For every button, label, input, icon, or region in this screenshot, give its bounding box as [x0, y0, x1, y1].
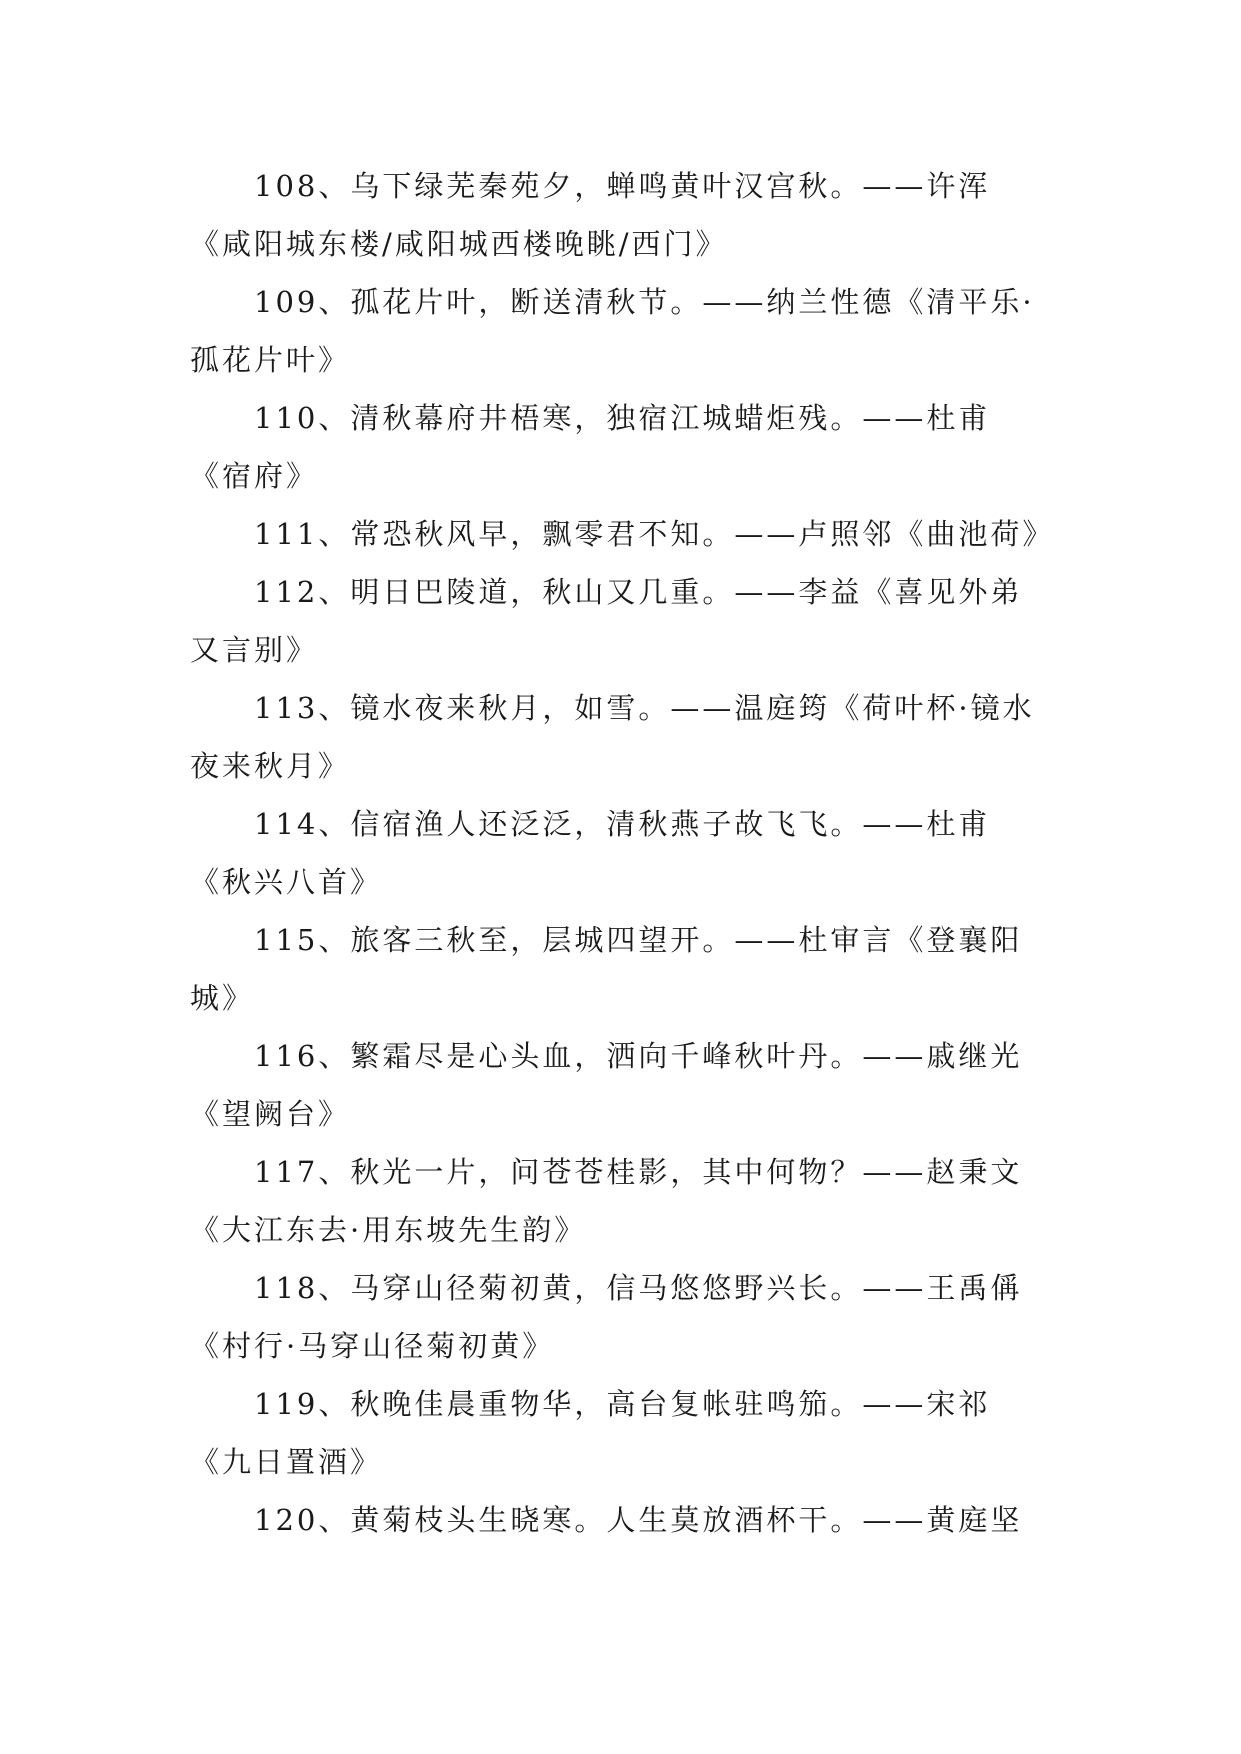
poem-entry-120: 120、黄菊枝头生晓寒。人生莫放酒杯干。——黄庭坚	[254, 1503, 1023, 1537]
poem-entry-108: 108、乌下绿芜秦苑夕，蝉鸣黄叶汉宫秋。——许浑《咸阳城东楼/咸阳城西楼晚眺/西门》	[190, 169, 991, 261]
poem-entry-110: 110、清秋幕府井梧寒，独宿江城蜡炬残。——杜甫《宿府》	[190, 401, 991, 493]
poem-entry-118: 118、马穿山径菊初黄，信马悠悠野兴长。——王禹偁《村行·马穿山径菊初黄》	[190, 1271, 1023, 1363]
poem-entry-114: 114、信宿渔人还泛泛，清秋燕子故飞飞。——杜甫《秋兴八首》	[190, 807, 991, 899]
poem-entry-116: 116、繁霜尽是心头血，洒向千峰秋叶丹。——戚继光《望阙台》	[190, 1039, 1023, 1131]
poem-entry-119: 119、秋晚佳晨重物华，高台复帐驻鸣笳。——宋祁《九日置酒》	[190, 1387, 991, 1479]
document-body	[190, 157, 1055, 1549]
poem-entry-109: 109、孤花片叶，断送清秋节。——纳兰性德《清平乐·孤花片叶》	[190, 285, 1035, 377]
poem-entry-115: 115、旅客三秋至，层城四望开。——杜审言《登襄阳城》	[190, 923, 1023, 1015]
poem-entry-111: 111、常恐秋风早，飘零君不知。——卢照邻《曲池荷》	[254, 517, 1055, 551]
poem-entry-112: 112、明日巴陵道，秋山又几重。——李益《喜见外弟又言别》	[190, 575, 1023, 667]
poem-entry-113: 113、镜水夜来秋月，如雪。——温庭筠《荷叶杯·镜水夜来秋月》	[190, 691, 1035, 783]
poem-entry-117: 117、秋光一片，问苍苍桂影，其中何物？——赵秉文《大江东去·用东坡先生韵》	[190, 1155, 1023, 1247]
